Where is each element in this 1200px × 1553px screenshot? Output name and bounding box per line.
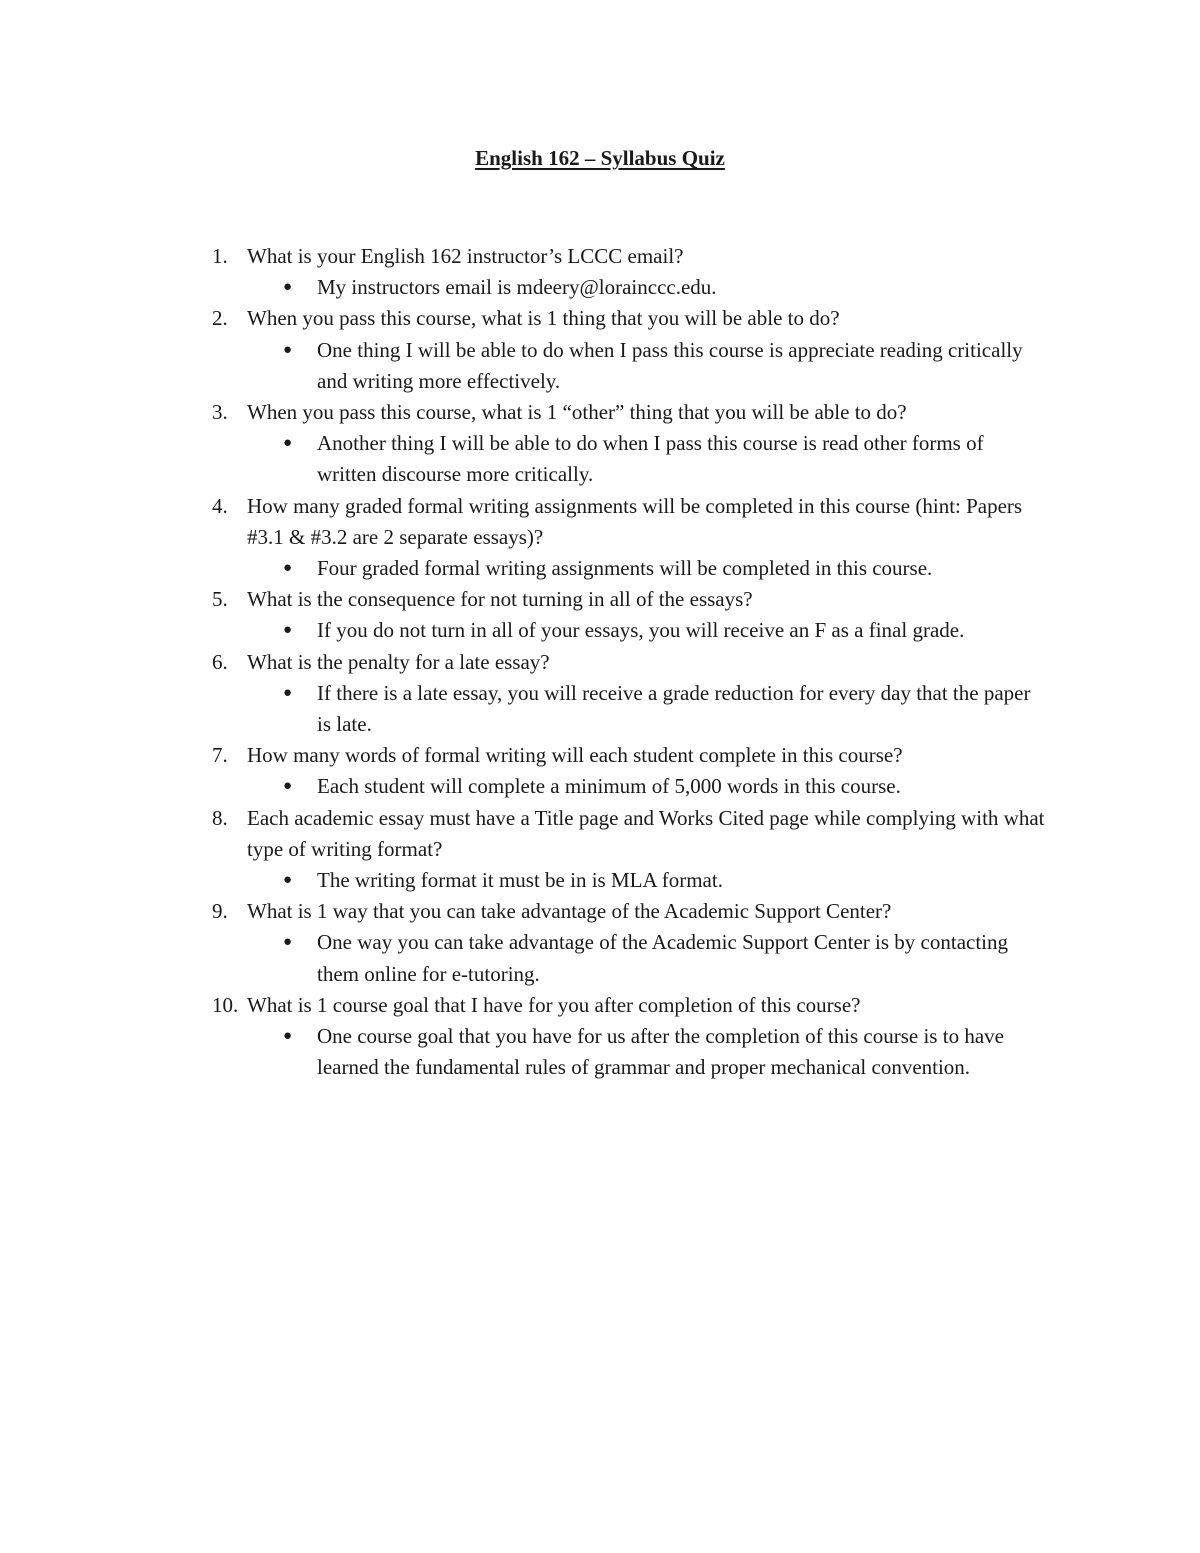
answer-item [247,272,1045,303]
bullet-icon: ● [283,279,293,296]
question-text: What is the consequence for not turning in all of the essays? [247,587,753,612]
answer-item [247,927,1045,989]
quiz-question-8 [0,803,1047,897]
answer-list [247,272,1047,303]
quiz-question-list [0,241,1200,1083]
quiz-question-6 [0,647,1047,741]
question-number: 4. [212,493,228,518]
answer-item [247,1021,1045,1083]
answer-text: My instructors email is mdeery@lorainccc.edu. [317,275,717,300]
answer-item [247,678,1045,740]
bullet-icon: ● [283,934,293,951]
answer-list [247,615,1047,646]
answer-list [247,553,1047,584]
answer-item [247,335,1045,397]
quiz-question-3 [0,397,1047,491]
question-text: What is 1 course goal that I have for you after completion of this course? [247,992,861,1017]
bullet-icon: ● [283,778,293,795]
quiz-question-10 [0,990,1047,1084]
quiz-question-9 [0,896,1047,990]
quiz-question-4 [0,491,1047,585]
question-number: 6. [212,649,228,674]
answer-text: Four graded formal writing assignments will be completed in this course. [317,556,933,581]
question-number: 10. [212,992,239,1017]
document-title: English 162 – Syllabus Quiz [475,146,725,170]
question-number: 3. [212,400,228,425]
answer-text: If you do not turn in all of your essays, you will receive an F as a final grade. [317,618,965,643]
answer-list [247,335,1047,397]
question-text: When you pass this course, what is 1 thing that you will be able to do? [247,306,840,331]
quiz-question-2 [0,303,1047,397]
quiz-question-7 [0,740,1047,802]
question-text: How many graded formal writing assignments will be completed in this course (hint: Papers #3.1 & #3.2 are 2 separate essays)? [247,493,1023,549]
answer-item [247,553,1045,584]
answer-text: One way you can take advantage of the Academic Support Center is by contacting them online for e-tutoring. [317,930,1009,986]
answer-list [247,927,1047,989]
question-number: 2. [212,306,228,331]
question-number: 1. [212,244,228,268]
answer-item [247,865,1045,896]
question-text: What is the penalty for a late essay? [247,649,550,674]
answer-list [247,771,1047,802]
answer-item [247,428,1045,490]
bullet-icon: ● [283,560,293,577]
answer-list [247,428,1047,490]
answer-text: If there is a late essay, you will receive a grade reduction for every day that the paper is late. [317,680,1031,737]
question-number: 9. [212,899,228,924]
answer-text: One course goal that you have for us after the completion of this course is to have learned the fundamental rules of grammar and proper mechanical convention. [317,1024,1004,1080]
answer-text: The writing format it must be in is MLA format. [317,868,723,893]
bullet-icon: ● [283,1028,293,1045]
bullet-icon: ● [283,435,293,452]
quiz-question-5 [0,584,1047,646]
quiz-question-1 [0,241,1047,303]
question-text: Each academic essay must have a Title page and Works Cited page while complying with what type of writing format? [247,805,1045,861]
answer-list [247,678,1047,740]
answer-text: One thing I will be able to do when I pass this course is appreciate reading critically and writing more effectively. [317,337,1023,393]
answer-item [247,771,1045,802]
question-number: 8. [212,805,228,830]
question-number: 7. [212,743,228,768]
question-text: What is your English 162 instructor’s LCCC email? [247,244,684,268]
question-number: 5. [212,587,228,612]
bullet-icon: ● [283,341,293,358]
bullet-icon: ● [283,872,293,889]
answer-text: Another thing I will be able to do when I pass this course is read other forms of written discourse more critically. [317,431,984,487]
bullet-icon: ● [283,622,293,639]
answer-list [247,865,1047,896]
question-text: When you pass this course, what is 1 “other” thing that you will be able to do? [247,400,907,425]
question-text: How many words of formal writing will each student complete in this course? [247,743,903,768]
answer-item [247,615,1045,646]
answer-text: Each student will complete a minimum of 5,000 words in this course. [317,774,901,799]
answer-list [247,1021,1047,1083]
question-text: What is 1 way that you can take advantage of the Academic Support Center? [247,899,892,924]
bullet-icon: ● [283,684,293,701]
